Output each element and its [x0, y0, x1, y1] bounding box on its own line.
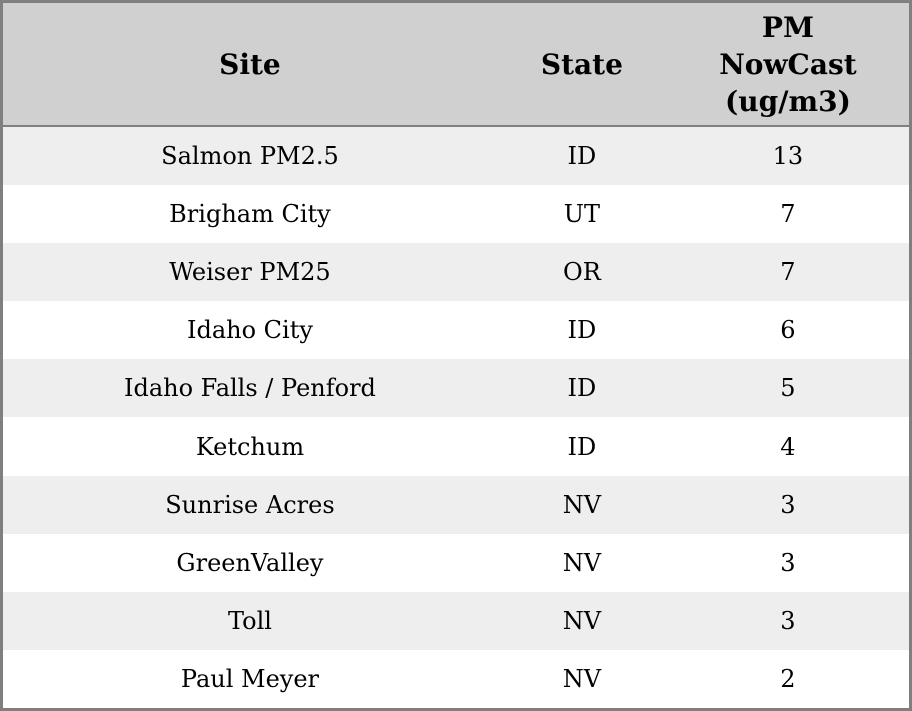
site-cell: GreenValley — [176, 548, 324, 577]
site-cell: Idaho City — [186, 316, 313, 345]
col-header-site: Site — [2, 2, 497, 127]
state-cell: ID — [567, 432, 597, 461]
pm-value-cell: 13 — [772, 142, 804, 171]
col-header-state: State — [497, 2, 667, 127]
pm-value-cell: 4 — [780, 432, 796, 461]
pm-header-line-2: NowCast — [719, 47, 857, 81]
header-row — [2, 2, 911, 127]
state-cell: NV — [562, 606, 602, 635]
table-row — [2, 592, 911, 650]
state-cell: ID — [567, 142, 597, 171]
pm-value-cell: 5 — [780, 374, 796, 403]
pm-value-cell: 7 — [780, 200, 796, 229]
table-row — [2, 534, 911, 592]
site-cell: Salmon PM2.5 — [161, 142, 339, 171]
pm-header-line-1: PM — [761, 10, 814, 44]
table-row — [2, 650, 911, 710]
state-cell: UT — [563, 200, 600, 229]
site-cell: Weiser PM25 — [169, 258, 331, 287]
table-body — [2, 126, 911, 710]
table-row — [2, 243, 911, 301]
state-cell: NV — [562, 490, 602, 519]
pm-value-cell: 7 — [780, 258, 796, 287]
state-cell: OR — [563, 258, 601, 287]
state-cell: ID — [567, 316, 597, 345]
state-cell: ID — [567, 374, 597, 403]
site-cell: Ketchum — [195, 432, 305, 461]
pm-value-cell: 3 — [780, 606, 796, 635]
pm-value-cell: 3 — [780, 490, 796, 519]
table-row — [2, 185, 911, 243]
pm-value-cell: 6 — [780, 316, 796, 345]
table-row — [2, 126, 911, 185]
pm-header-line-3: (ug/m3) — [725, 84, 851, 118]
site-cell: Idaho Falls / Penford — [123, 374, 376, 403]
state-cell: NV — [562, 548, 602, 577]
state-cell: NV — [562, 664, 602, 693]
table-row — [2, 301, 911, 359]
site-cell: Brigham City — [169, 200, 331, 229]
site-cell: Toll — [227, 606, 272, 635]
table-row — [2, 417, 911, 475]
site-cell: Paul Meyer — [180, 664, 320, 693]
pm-value-cell: 2 — [780, 664, 796, 693]
table-row — [2, 359, 911, 417]
col-header-pm-nowcast — [667, 2, 911, 127]
table-row — [2, 476, 911, 534]
table-header — [2, 2, 911, 127]
site-cell: Sunrise Acres — [165, 490, 335, 519]
pm-value-cell: 3 — [780, 548, 796, 577]
